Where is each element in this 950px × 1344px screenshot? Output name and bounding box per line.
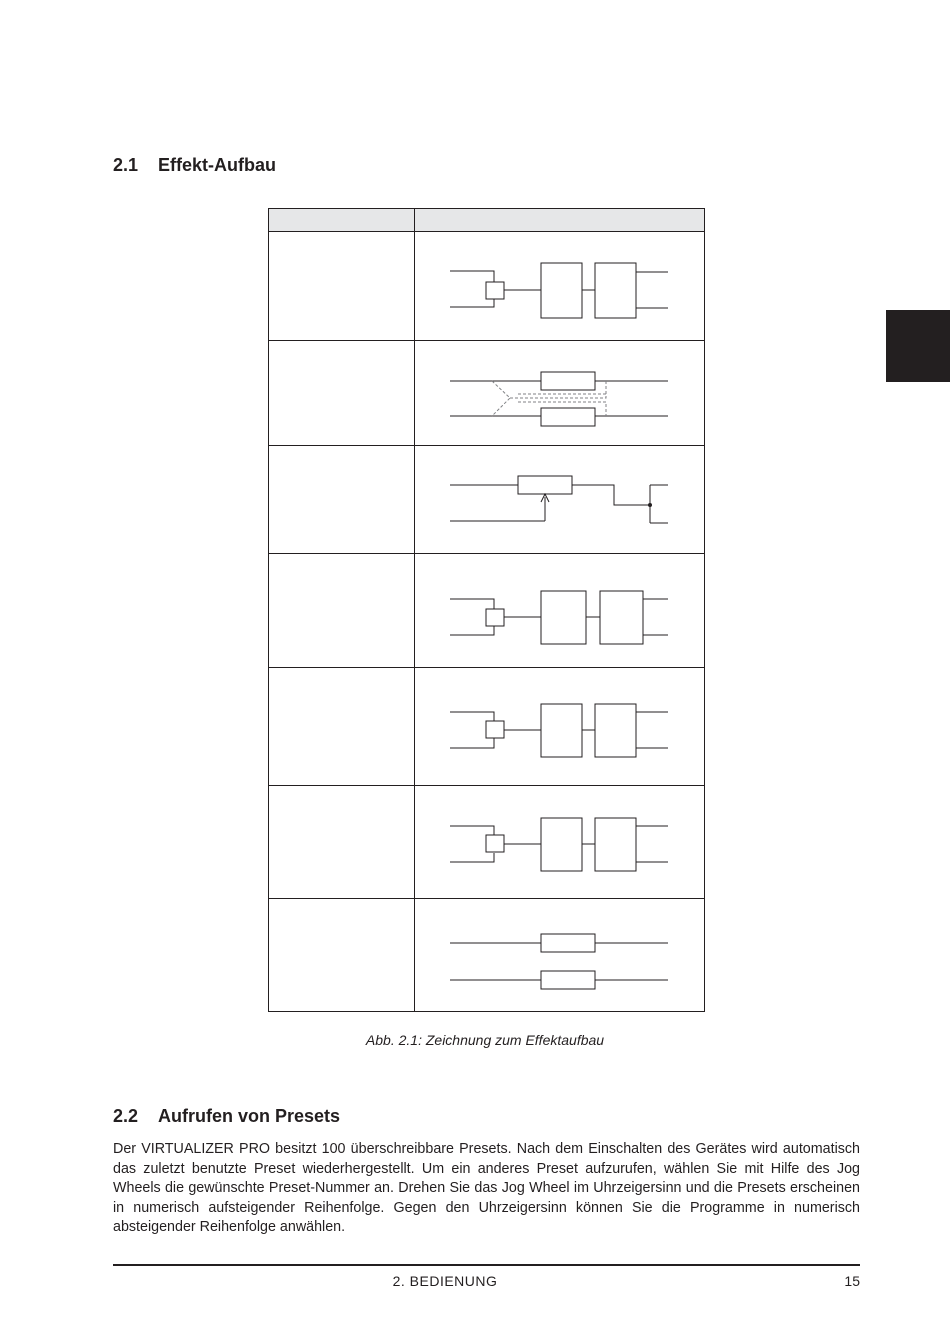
effect-diagram-row-1 <box>430 240 690 340</box>
section-number: 2.1 <box>113 155 139 175</box>
section-title: Effekt-Aufbau <box>158 155 276 175</box>
table-row-divider <box>269 667 704 668</box>
footer-rule <box>113 1264 860 1266</box>
chapter-thumb-tab <box>886 310 950 382</box>
table-row-divider <box>269 898 704 899</box>
table-column-divider <box>414 209 415 1011</box>
page-number: 15 <box>844 1273 860 1289</box>
table-row-divider <box>269 340 704 341</box>
effect-diagram-row-4 <box>430 567 690 667</box>
section-number: 2.2 <box>113 1106 139 1126</box>
table-row-divider <box>269 553 704 554</box>
section-title: Aufrufen von Presets <box>158 1106 341 1126</box>
section-body-paragraph: Der VIRTUALIZER PRO besitzt 100 überschreibbare Presets. Nach dem Einschalten des Gerätes wird automatisch das zuletzt benutzte Preset wiederhergestellt. Um ein anderes Preset aufzurufen, wählen Sie mit Hilfe des Jog Wheels die gewünschte Preset-Nummer an. Drehen Sie das Jog Wheel im Uhrzeigersinn und die Presets erscheinen in numerisch aufsteigender Reihenfolge. Gegen den Uhrzeigersinn können Sie die Programme in numerisch absteigender Reihenfolge anwählen. <box>113 1141 860 1235</box>
effect-diagram-row-6 <box>430 794 690 894</box>
section-heading-2-2 <box>113 1106 340 1127</box>
effect-diagram-row-3 <box>430 445 690 545</box>
effect-diagram-row-5 <box>430 680 690 780</box>
table-row-divider <box>269 785 704 786</box>
table-header-bar <box>269 209 704 232</box>
figure-caption: Abb. 2.1: Zeichnung zum Effektaufbau <box>365 1032 605 1048</box>
effect-diagram-row-7 <box>430 904 690 1004</box>
footer-chapter-title: 2. BEDIENUNG <box>392 1273 498 1289</box>
effect-diagram-row-2 <box>430 342 690 442</box>
section-heading-2-1 <box>113 155 276 176</box>
